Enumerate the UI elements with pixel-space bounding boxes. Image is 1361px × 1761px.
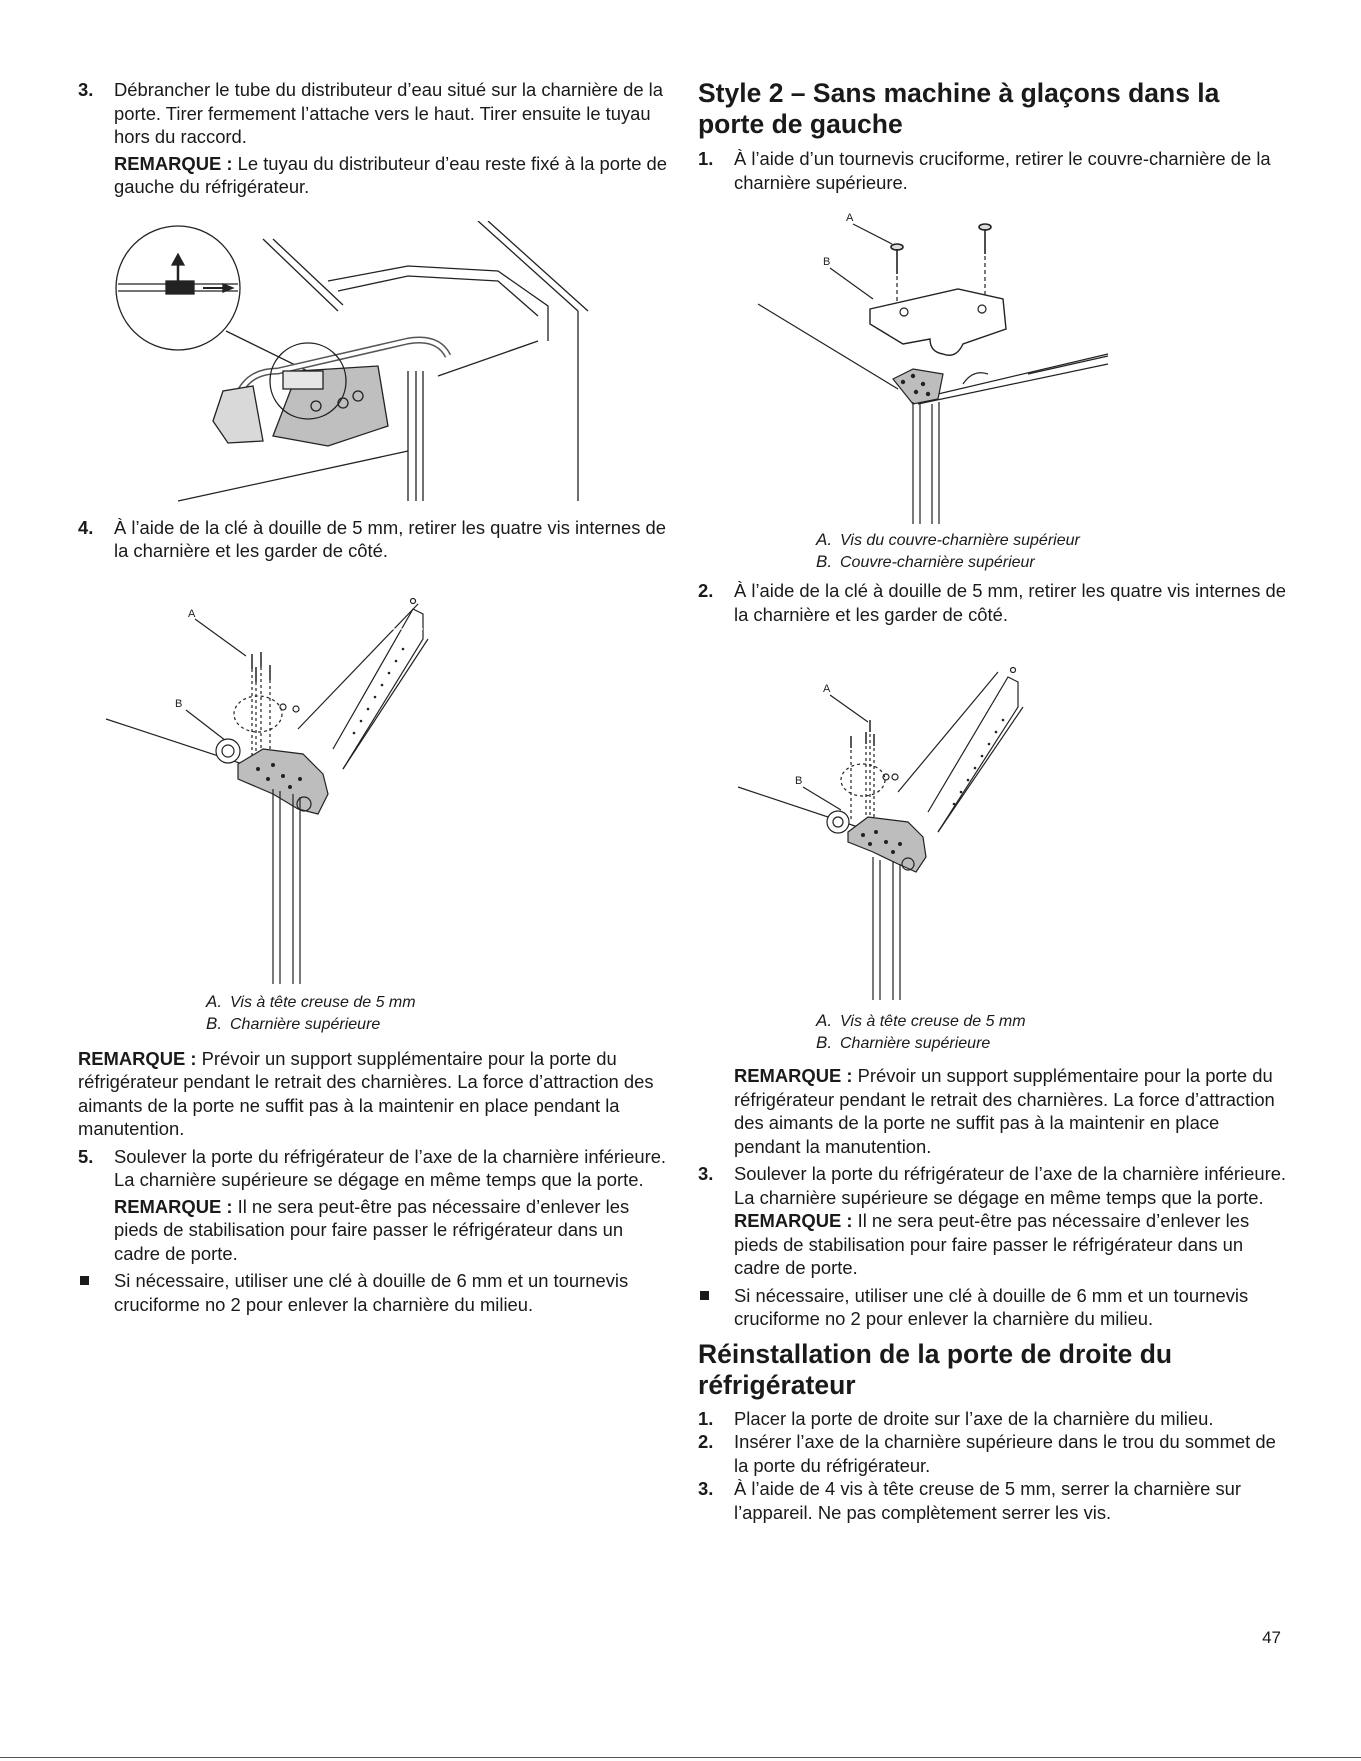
- caption-key-b: B.: [816, 552, 833, 571]
- bottom-rule: [0, 1757, 1361, 1758]
- bullet-square-icon: [80, 1276, 89, 1285]
- step-number: 3.: [698, 1163, 714, 1184]
- note-text: Prévoir un support supplémentaire pour la porte du réfrigérateur pendant le retrait des charnières. La force d’attraction des aimants de la porte ne suffit pas à la maintenir en place pendant la manutention.: [734, 1065, 1275, 1157]
- step-2-remove-screws: [698, 579, 1288, 626]
- note-label: REMARQUE :: [114, 152, 233, 174]
- caption-key-a: A.: [206, 991, 223, 1011]
- step-text: Débrancher le tube du distributeur d’eau situé sur la charnière de la porte. Tirer fermement l’attache vers le haut. Tirer ensuite le tuyau hors du raccord.: [114, 79, 663, 147]
- caption-b: Charnière supérieure: [840, 1035, 991, 1052]
- note-label: REMARQUE :: [734, 1210, 853, 1231]
- step-text: À l’aide de la clé à douille de 5 mm, retirer les quatre vis internes de la charnière et les garder de côté.: [734, 580, 1286, 625]
- step-number: 1.: [698, 148, 714, 169]
- hinge-cover-illustration: [698, 204, 1288, 579]
- note-text: Il ne sera peut-être pas nécessaire d’enlever les pieds de stabilisation pour faire passer le réfrigérateur dans un cadre de porte.: [114, 1195, 630, 1264]
- note-label: REMARQUE :: [734, 1065, 853, 1086]
- step-number: 3.: [78, 79, 94, 100]
- caption-key-b: B.: [816, 1033, 833, 1052]
- step-number: 2.: [698, 580, 714, 601]
- step-number: 5.: [78, 1145, 94, 1167]
- caption-b: Couvre-charnière supérieur: [840, 554, 1035, 571]
- caption-key-a: A.: [816, 1011, 833, 1030]
- note-text: Le tuyau du distributeur d’eau reste fixé à la porte de gauche du réfrigérateur.: [114, 152, 668, 197]
- left-column: [78, 78, 668, 1316]
- step-number: 3.: [698, 1478, 714, 1499]
- right-column: [698, 78, 1288, 1524]
- note-label: REMARQUE :: [78, 1047, 197, 1069]
- page-number: 47: [1262, 1628, 1281, 1647]
- step-text: Insérer l’axe de la charnière supérieure dans le trou du sommet de la porte du réfrigérateur.: [734, 1431, 1276, 1476]
- note-label: REMARQUE :: [114, 1195, 233, 1217]
- step-number: 4.: [78, 516, 94, 538]
- step-text: Soulever la porte du réfrigérateur de l’axe de la charnière inférieure. La charnière supérieure se dégage en même temps que la porte.: [114, 1145, 667, 1190]
- label-b: B: [823, 256, 831, 268]
- label-b: B: [795, 775, 803, 787]
- figure-water-tube-disconnect: [78, 221, 668, 506]
- step-text: Soulever la porte du réfrigérateur de l’axe de la charnière inférieure. La charnière supérieure se dégage en même temps que la porte.: [734, 1163, 1287, 1208]
- support-note: [78, 1047, 668, 1141]
- step-number: 2.: [698, 1431, 714, 1452]
- hinge-screws-illustration: [78, 569, 668, 989]
- step-1-remove-cover: [698, 147, 1288, 194]
- caption-key-b: B.: [206, 1013, 223, 1033]
- step-text: À l’aide de la clé à douille de 5 mm, retirer les quatre vis internes de la charnière et les garder de côté.: [114, 516, 666, 561]
- figure-caption-hinge-screws: [78, 991, 668, 1035]
- figure-hinge-cover: [698, 204, 1288, 579]
- bullet-square-icon: [700, 1291, 709, 1300]
- bullet-middle-hinge: [698, 1284, 1288, 1331]
- step-text: Placer la porte de droite sur l’axe de la charnière du milieu.: [734, 1407, 1214, 1429]
- step-3-lift-door: [698, 1162, 1288, 1280]
- bullet-middle-hinge: [78, 1269, 668, 1316]
- step-number: 1.: [698, 1407, 714, 1429]
- section-heading-reinstall: Réinstallation de la porte de droite du réfrigérateur: [698, 1338, 1173, 1400]
- note-text: Il ne sera peut-être pas nécessaire d’enlever les pieds de stabilisation pour faire passer le réfrigérateur dans un cadre de porte.: [734, 1210, 1250, 1278]
- note-text: Prévoir un support supplémentaire pour la porte du réfrigérateur pendant le retrait des charnières. La force d’attraction des aimants de la porte ne suffit pas à la maintenir en place pendant la manutention.: [78, 1047, 654, 1139]
- section-heading-style-2: Style 2 – Sans machine à glaçons dans la porte de gauche: [698, 78, 1220, 139]
- step-text: À l’aide d’un tournevis cruciforme, retirer le couvre-charnière de la charnière supérieure.: [734, 148, 1271, 193]
- step-note: [114, 152, 668, 199]
- step-note: [734, 1209, 1288, 1280]
- bullet-text: Si nécessaire, utiliser une clé à douille de 6 mm et un tournevis cruciforme no 2 pour enlever la charnière du milieu.: [114, 1270, 629, 1315]
- hinge-screws-illustration-right: [698, 632, 1288, 1002]
- step-4-remove-screws: [78, 516, 668, 563]
- water-tube-illustration: [78, 221, 668, 506]
- label-a: A: [823, 683, 831, 695]
- step-text: À l’aide de 4 vis à tête creuse de 5 mm, serrer la charnière sur l’appareil. Ne pas complètement serrer les vis.: [734, 1478, 1241, 1523]
- reinstall-step-3: [698, 1477, 1288, 1524]
- caption-b: Charnière supérieure: [230, 1015, 381, 1033]
- caption-key-a: A.: [816, 530, 833, 549]
- caption-a: Vis à tête creuse de 5 mm: [230, 993, 416, 1011]
- reinstall-step-2: [698, 1430, 1288, 1477]
- step-note: [114, 1195, 668, 1266]
- step-5-lift-door: [78, 1145, 668, 1266]
- support-note: [698, 1064, 1288, 1158]
- caption-a: Vis du couvre-charnière supérieur: [840, 532, 1080, 549]
- reinstall-step-1: [698, 1407, 1288, 1431]
- step-3-disconnect-tube: [78, 78, 668, 199]
- label-a: A: [846, 212, 854, 224]
- bullet-text: Si nécessaire, utiliser une clé à douille de 6 mm et un tournevis cruciforme no 2 pour enlever la charnière du milieu.: [734, 1284, 1249, 1329]
- caption-a: Vis à tête creuse de 5 mm: [840, 1013, 1026, 1030]
- label-b: B: [175, 697, 183, 710]
- figure-hinge-screws-right: [698, 632, 1288, 1002]
- figure-hinge-screws: [78, 569, 668, 989]
- figure-caption-hinge-screws-right: [698, 1010, 1288, 1054]
- label-a: A: [188, 607, 196, 620]
